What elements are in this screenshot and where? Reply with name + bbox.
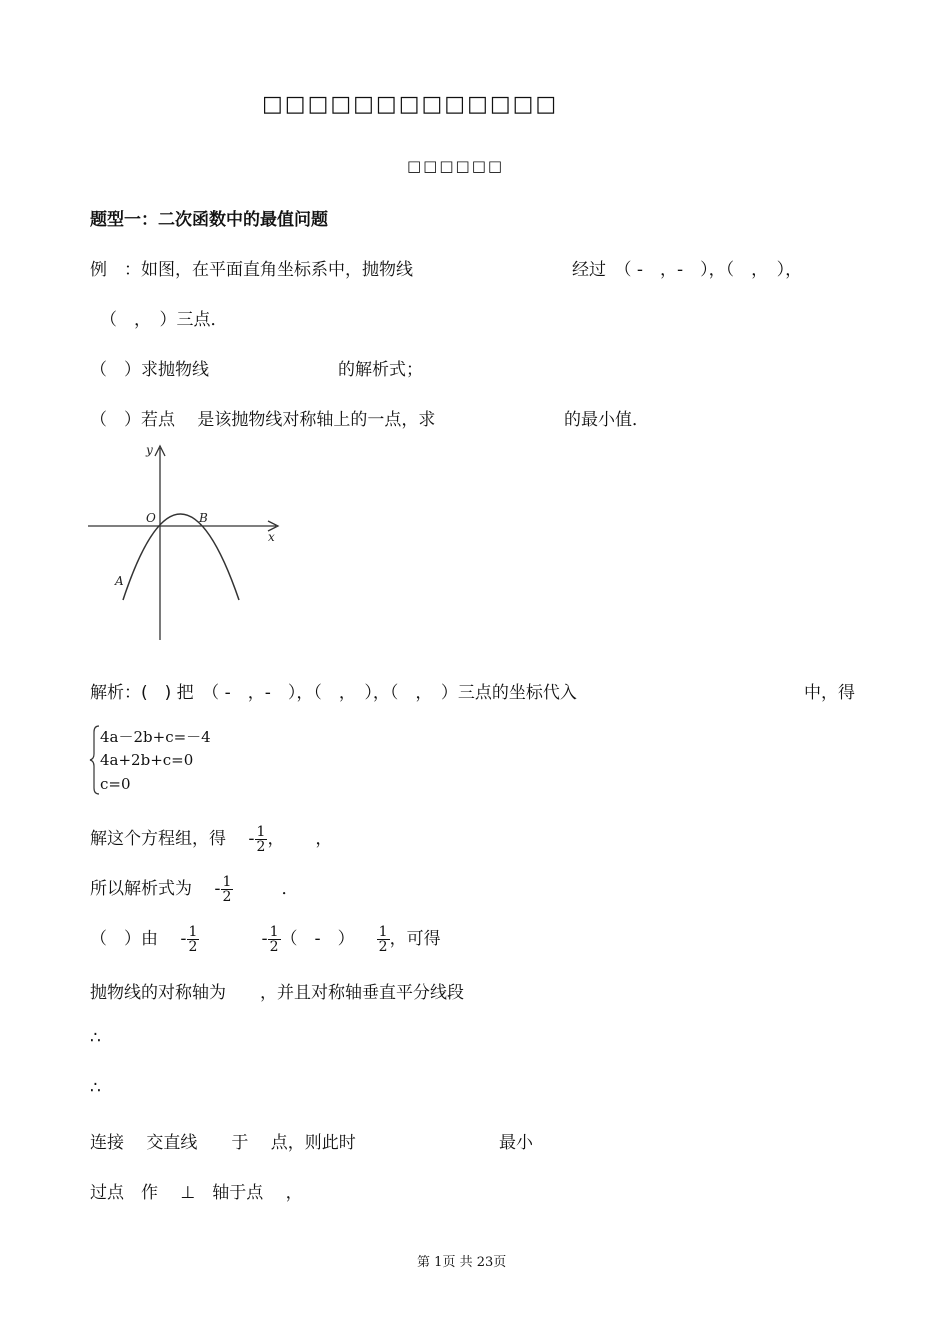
by-text-a: （ ）由 - (90, 929, 187, 949)
equation-2: 4a+2b+c=0 (100, 751, 194, 769)
question2-a: （ ）若点 是该抛物线对称轴上的一点，求 (90, 410, 436, 430)
x-axis-label: x (268, 530, 275, 544)
through-line: 过点 作 ⊥ 轴于点 ， (90, 1183, 303, 1203)
connect-line-a: 连接 交直线 于 点，则此时 (90, 1133, 356, 1153)
parabola-curve (123, 514, 239, 600)
example-line1-a: 例 ：如图，在平面直角坐标系中，抛物线 (90, 260, 413, 280)
fraction-half: $\frac{1}{2}$ (256, 823, 266, 855)
page-subtitle: □□□□□□ (407, 157, 505, 175)
point-b-label: B (199, 511, 208, 525)
solve-text-a: 解这个方程组，得 - (90, 829, 255, 849)
origin-label: O (146, 511, 156, 525)
question1-b: 的解析式； (338, 360, 423, 380)
page-footer: 第 1页 共 23页 (417, 1255, 507, 1270)
page-number: 1 (434, 1255, 443, 1270)
result-text-b: ． (281, 879, 299, 899)
question2-b: 的最小值． (564, 410, 649, 430)
by-line (90, 924, 441, 954)
example-line2: （ ， ）三点． (100, 310, 228, 330)
result-line (90, 874, 298, 904)
therefore-2: ∴ (90, 1078, 101, 1098)
by-text-d: ，可得 (389, 929, 441, 949)
solution-line1-a: 解析：( ) 把 （ - ，- ），（ ， ），（ ， ）三点的坐标代入 (90, 683, 577, 703)
total-pages: 23 (476, 1255, 494, 1270)
fraction-half: $\frac{1}{2}$ (378, 923, 388, 955)
y-axis-label: y (146, 443, 153, 457)
result-text-a: 所以解析式为 - (90, 879, 221, 899)
connect-line-b: 最小 (499, 1133, 533, 1153)
equation-1: 4a－2b+c=－4 (100, 728, 211, 746)
by-text-b: - (261, 929, 268, 949)
solve-line (90, 824, 332, 854)
question1-a: （ ）求抛物线 (90, 360, 209, 380)
therefore-1: ∴ (90, 1028, 101, 1048)
fraction-half: $\frac{1}{2}$ (269, 923, 279, 955)
parabola-figure (86, 440, 286, 645)
example-line1-b: 经过 （ - ，- ），（ ， ）， (572, 260, 803, 280)
fraction-half: $\frac{1}{2}$ (222, 873, 232, 905)
by-text-c: （ - ） (280, 929, 355, 949)
page-title: □□□□□□□□□□□□□ (262, 92, 559, 117)
fraction-half: $\frac{1}{2}$ (188, 923, 198, 955)
solve-text-b: ， ， (267, 829, 333, 849)
point-a-label: A (115, 574, 124, 588)
axis-line: 抛物线的对称轴为 ，并且对称轴垂直平分线段 (90, 983, 464, 1003)
solution-line1-b: 中，得 (804, 683, 855, 703)
equation-3: c=0 (100, 775, 131, 793)
section-heading: 题型一：二次函数中的最值问题 (90, 210, 328, 230)
